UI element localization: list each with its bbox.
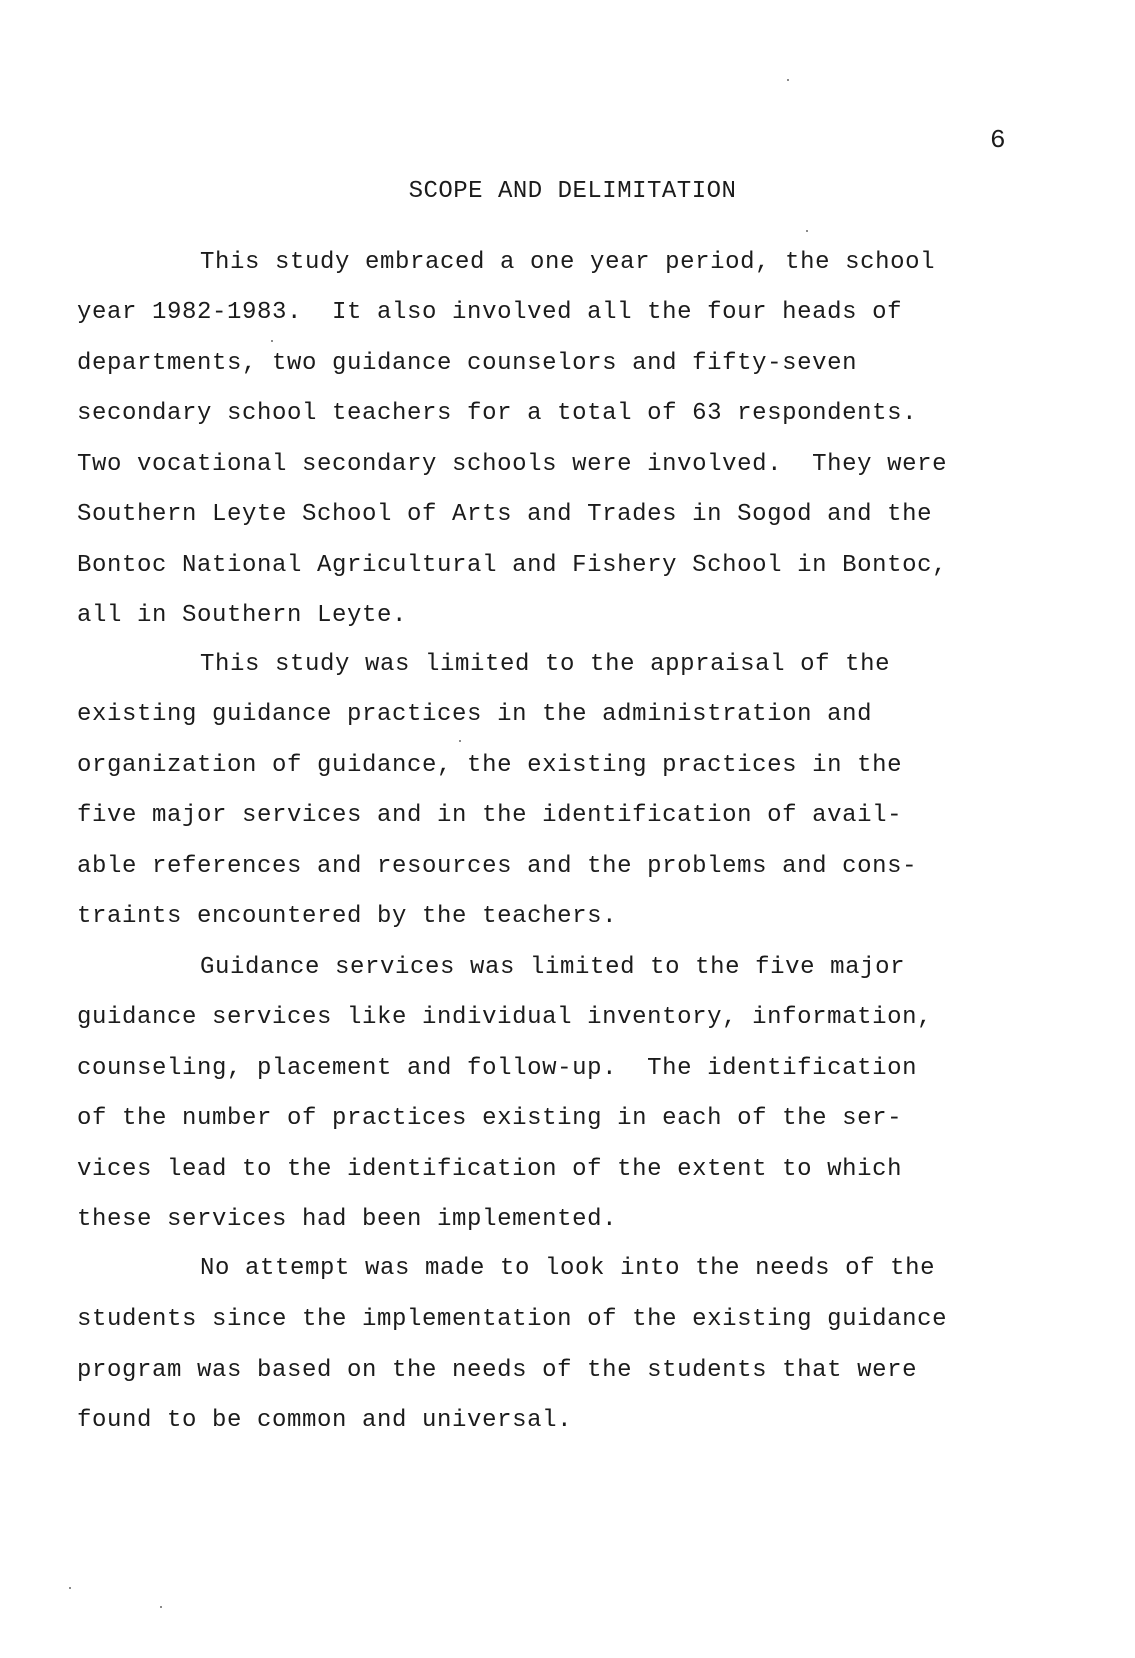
paragraph-line: This study was limited to the appraisal of the [200,651,891,678]
paragraph-line: found to be common and universal. [77,1407,573,1434]
paragraph-line: guidance services like individual inventory, information, [77,1004,933,1031]
paragraph-line: departments, two guidance counselors and fifty-seven [77,350,858,377]
scan-speck [160,1606,162,1608]
paragraph-line: five major services and in the identification of avail- [77,802,903,829]
paragraph-line: organization of guidance, the existing practices in the [77,752,903,779]
paragraph-line: all in Southern Leyte. [77,602,408,629]
paragraph-line: Guidance services was limited to the five major [200,954,906,981]
paragraph-line: Bontoc National Agricultural and Fishery School in Bontoc, [77,552,948,579]
page-number: 6 [990,125,1006,155]
paragraph-line: of the number of practices existing in each of the ser- [77,1105,903,1132]
paragraph-line: No attempt was made to look into the needs of the [200,1255,936,1282]
paragraph-line: able references and resources and the problems and cons- [77,853,918,880]
paragraph-line: This study embraced a one year period, the school [200,249,936,276]
paragraph-line: counseling, placement and follow-up. The identification [77,1055,918,1082]
scan-speck [69,1587,71,1589]
paragraph-line: traints encountered by the teachers. [77,903,618,930]
scan-speck [271,340,273,342]
paragraph-line: secondary school teachers for a total of 63 respondents. [77,400,918,427]
paragraph-line: existing guidance practices in the administration and [77,701,873,728]
paragraph-line: Two vocational secondary schools were involved. They were [77,451,948,478]
scan-speck [459,740,461,742]
paragraph-line: program was based on the needs of the students that were [77,1357,918,1384]
paragraph-line: vices lead to the identification of the extent to which [77,1156,903,1183]
scan-speck [806,230,808,232]
paragraph-line: Southern Leyte School of Arts and Trades in Sogod and the [77,501,933,528]
section-heading: SCOPE AND DELIMITATION [408,178,737,205]
paragraph-line: year 1982-1983. It also involved all the four heads of [77,299,903,326]
paragraph-line: these services had been implemented. [77,1206,618,1233]
paragraph-line: students since the implementation of the existing guidance [77,1306,948,1333]
scan-speck [787,79,789,81]
